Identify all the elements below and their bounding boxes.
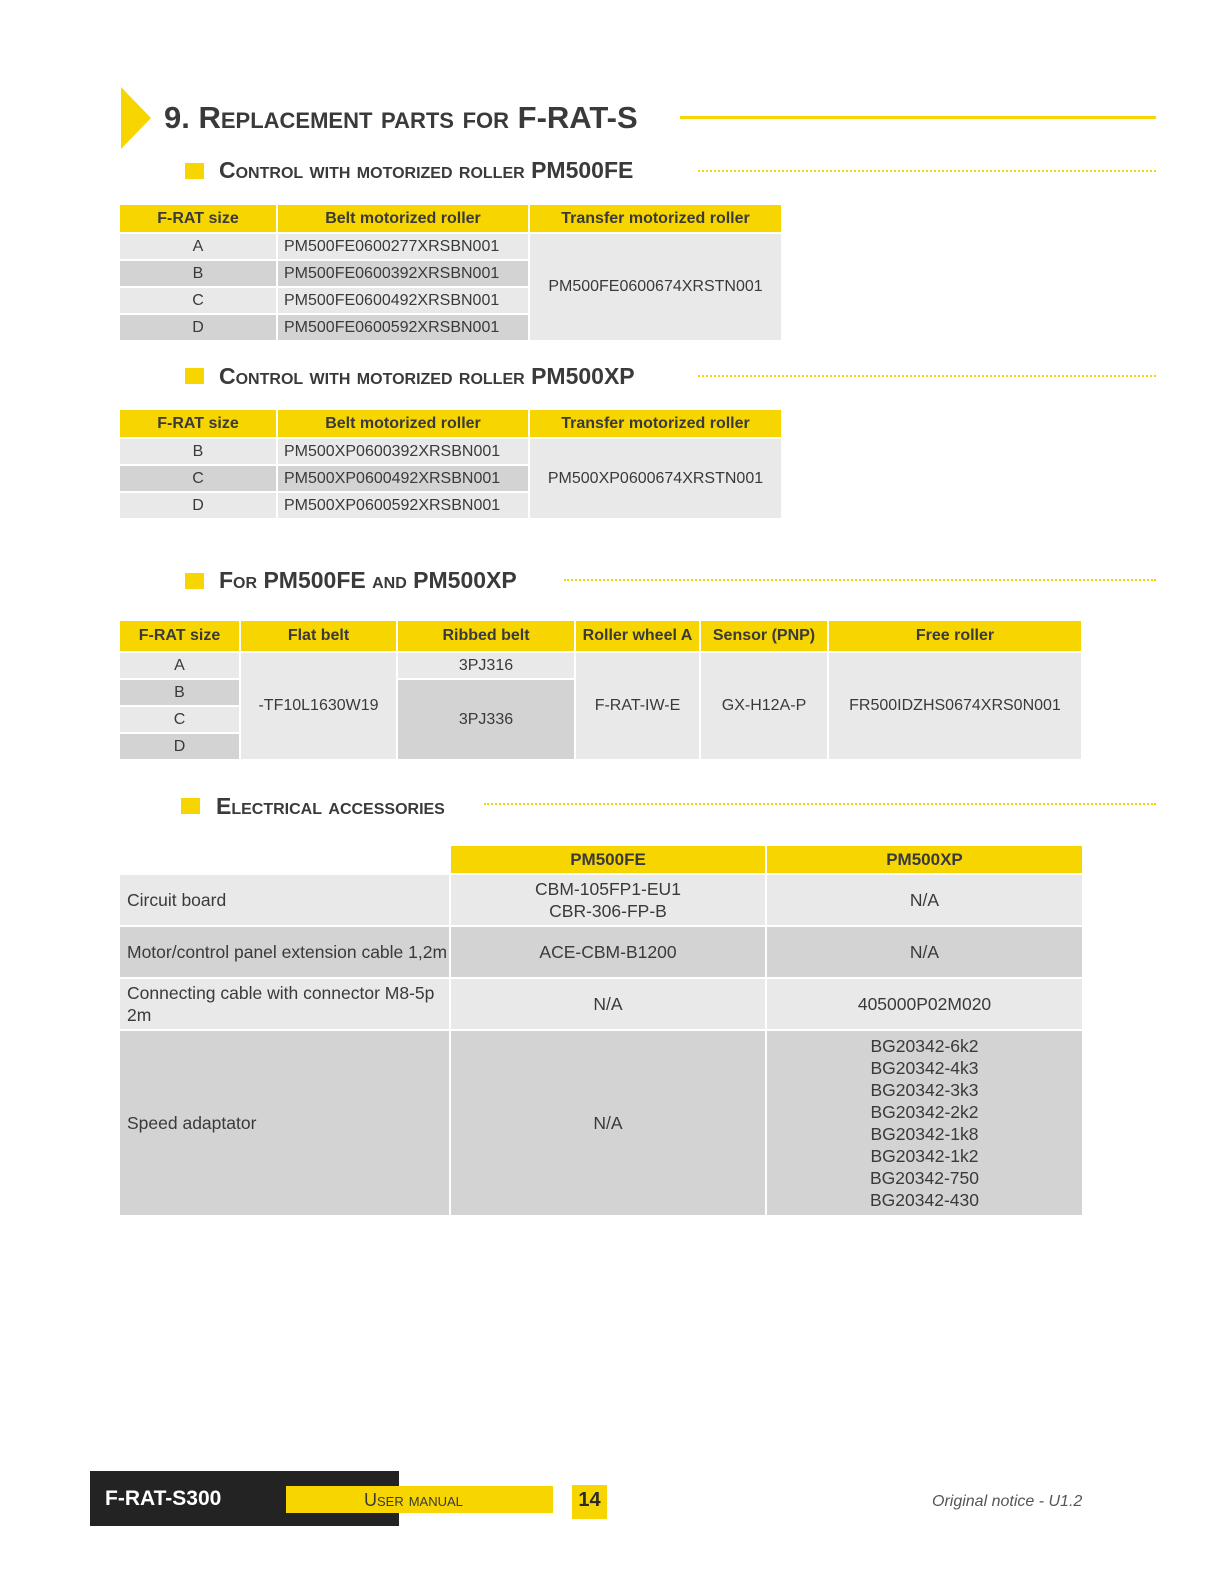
- footer-notice: Original notice - U1.2: [932, 1493, 1083, 1510]
- column-header: Sensor (PNP): [701, 621, 829, 653]
- table-row: [120, 875, 1084, 927]
- reference-line: ACE-CBM-B1200: [539, 942, 677, 962]
- section-title-fe: Control with motorized roller PM500FE: [219, 157, 634, 183]
- column-header: Belt motorized roller: [278, 205, 530, 234]
- xp-reference-cell: [767, 979, 1084, 1031]
- column-header: Free roller: [829, 621, 1083, 653]
- xp-reference-cell: [767, 1031, 1084, 1217]
- size-cell: B: [120, 261, 278, 288]
- free-roller-cell: FR500IDZHS0674XRS0N001: [829, 653, 1083, 761]
- reference-line: BG20342-2k2: [870, 1102, 979, 1122]
- belt-roller-cell: PM500FE0600277XRSBN001: [278, 234, 530, 261]
- table-row: [120, 234, 783, 261]
- flat-belt-cell: -TF10L1630W19: [241, 653, 398, 761]
- reference-line: BG20342-3k3: [870, 1080, 979, 1100]
- section-title-xp: Control with motorized roller PM500XP: [219, 363, 635, 389]
- table-row: [120, 439, 783, 466]
- size-cell: C: [120, 288, 278, 315]
- column-header: PM500XP: [767, 846, 1084, 875]
- reference-line: N/A: [909, 942, 940, 962]
- ribbed-belt-cell: 3PJ336: [398, 680, 576, 761]
- section-divider: [698, 170, 1156, 172]
- column-header: Ribbed belt: [398, 621, 576, 653]
- size-cell: D: [120, 493, 278, 520]
- xp-reference-cell: [767, 927, 1084, 979]
- reference-line: BG20342-750: [870, 1168, 979, 1188]
- table-row: [120, 979, 1084, 1031]
- table-row: [120, 1031, 1084, 1217]
- section-marker-icon: [185, 163, 204, 179]
- size-cell: A: [120, 653, 241, 680]
- footer-product-name: F-RAT-S300: [105, 1487, 222, 1510]
- belt-roller-cell: PM500FE0600392XRSBN001: [278, 261, 530, 288]
- fe-reference-cell: [451, 1031, 767, 1217]
- section-marker-icon: [185, 573, 204, 589]
- item-name-cell: Speed adaptator: [120, 1031, 451, 1217]
- fe-reference-cell: [451, 875, 767, 927]
- column-header: Flat belt: [241, 621, 398, 653]
- belt-roller-cell: PM500FE0600492XRSBN001: [278, 288, 530, 315]
- page-number: 14: [578, 1489, 601, 1511]
- fe-reference-cell: [451, 979, 767, 1031]
- item-name-cell: Circuit board: [120, 875, 451, 927]
- size-cell: C: [120, 707, 241, 734]
- ribbed-belt-cell: 3PJ316: [398, 653, 576, 680]
- size-cell: D: [120, 734, 241, 761]
- table-both-models: [120, 621, 1083, 761]
- reference-line: BG20342-1k8: [870, 1124, 979, 1144]
- item-name-cell: Motor/control panel extension cable 1,2m: [120, 927, 451, 979]
- size-cell: A: [120, 234, 278, 261]
- title-underline: [680, 116, 1156, 119]
- belt-roller-cell: PM500XP0600592XRSBN001: [278, 493, 530, 520]
- belt-roller-cell: PM500FE0600592XRSBN001: [278, 315, 530, 342]
- reference-line: N/A: [593, 1113, 623, 1133]
- reference-line: BG20342-6k2: [870, 1036, 979, 1056]
- fe-reference-cell: [451, 927, 767, 979]
- column-header: Transfer motorized roller: [530, 205, 783, 234]
- belt-roller-cell: PM500XP0600392XRSBN001: [278, 439, 530, 466]
- table-pm500fe: [120, 205, 783, 342]
- item-name-cell: Connecting cable with connector M8-5p 2m: [120, 979, 451, 1031]
- column-header: Roller wheel A: [576, 621, 701, 653]
- section-divider: [484, 803, 1156, 805]
- belt-roller-cell: PM500XP0600492XRSBN001: [278, 466, 530, 493]
- section-title-both: For PM500FE and PM500XP: [219, 567, 517, 593]
- section-marker-icon: [185, 368, 204, 384]
- section-divider: [564, 579, 1156, 581]
- reference-line: BG20342-4k3: [870, 1058, 979, 1078]
- reference-line: 405000P02M020: [857, 994, 992, 1014]
- reference-line: N/A: [593, 994, 623, 1014]
- column-header: Belt motorized roller: [278, 410, 530, 439]
- column-header: F-RAT size: [120, 621, 241, 653]
- roller-wheel-cell: F-RAT-IW-E: [576, 653, 701, 761]
- section-title-electrical: Electrical accessories: [216, 793, 445, 819]
- reference-line: N/A: [909, 890, 940, 910]
- table-pm500xp: [120, 410, 783, 520]
- sensor-cell: GX-H12A-P: [701, 653, 829, 761]
- column-header: PM500FE: [451, 846, 767, 875]
- empty-header: [120, 846, 451, 875]
- title-arrow-icon: [121, 87, 151, 149]
- page-title: 9. Replacement parts for F-RAT-S: [164, 100, 638, 135]
- reference-line: BG20342-430: [870, 1190, 979, 1210]
- table-electrical-accessories: [120, 846, 1084, 1217]
- column-header: F-RAT size: [120, 205, 278, 234]
- column-header: F-RAT size: [120, 410, 278, 439]
- section-divider: [698, 375, 1156, 377]
- footer-manual-label: User manual: [364, 1490, 463, 1510]
- reference-line: CBM-105FP1-EU1: [535, 879, 681, 899]
- transfer-roller-cell: PM500XP0600674XRSTN001: [530, 439, 783, 520]
- size-cell: C: [120, 466, 278, 493]
- column-header: Transfer motorized roller: [530, 410, 783, 439]
- size-cell: D: [120, 315, 278, 342]
- reference-line: CBR-306-FP-B: [549, 901, 667, 921]
- section-marker-icon: [181, 798, 200, 814]
- transfer-roller-cell: PM500FE0600674XRSTN001: [530, 234, 783, 342]
- size-cell: B: [120, 439, 278, 466]
- size-cell: B: [120, 680, 241, 707]
- table-row: [120, 927, 1084, 979]
- xp-reference-cell: [767, 875, 1084, 927]
- table-row: [120, 653, 1083, 680]
- reference-line: BG20342-1k2: [870, 1146, 979, 1166]
